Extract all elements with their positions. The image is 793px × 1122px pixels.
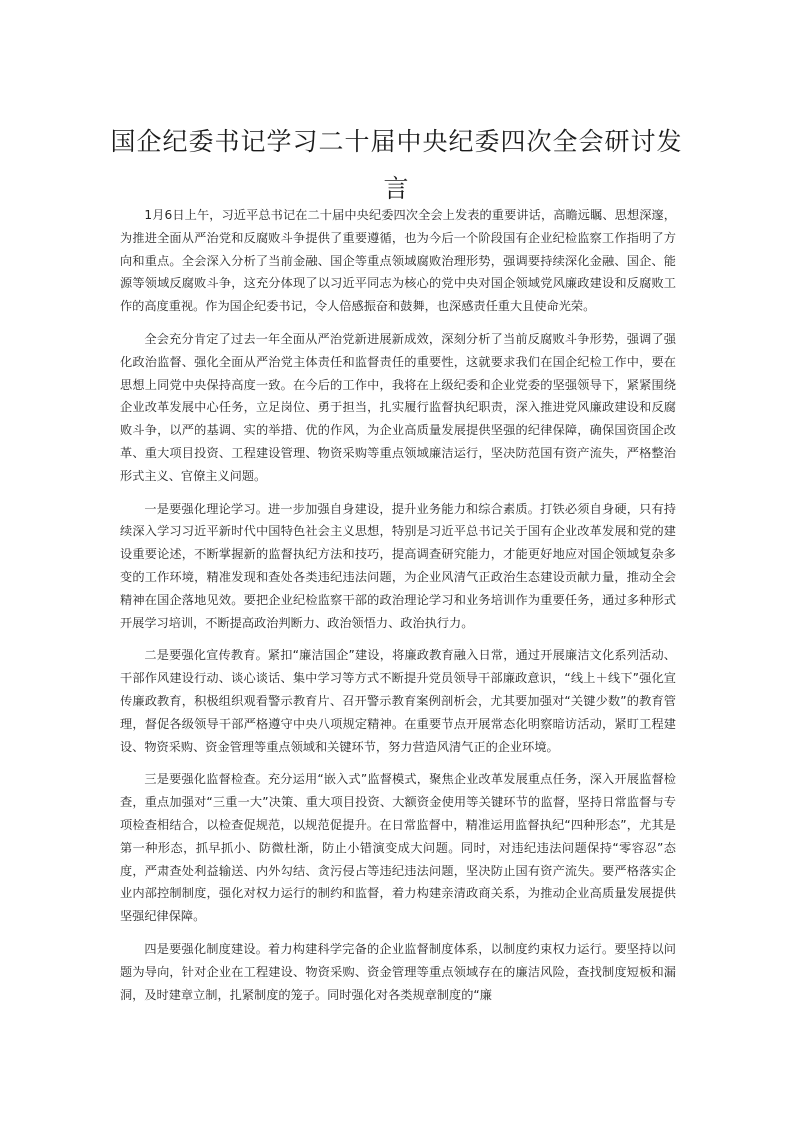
- paragraph-2: 全会充分肯定了过去一年全面从严治党新进展新成效，深刻分析了当前反腐败斗争形势，强调了强化政治监督、强化全面从严治党主体责任和监督责任的重要性，这就要求我们在国企纪检工作中，要在思想上同党中央保持高度一致。在今后的工作中，我将在上级纪委和企业党委的坚强领导下，紧紧围绕企业改革发展中心任务，立足岗位、勇于担当，扎实履行监督执纪职责，深入推进党风廉政建设和反腐败斗争，以严的基调、实的举措、优的作风，为企业高质量发展提供坚强的纪律保障，确保国资国企改革、重大项目投资、工程建设管理、物资采购等重点领域廉洁运行，坚决防范国有资产流失，严格整治形式主义、官僚主义问题。: [120, 331, 676, 483]
- paragraph-6: 四是要强化制度建设。着力构建科学完备的企业监督制度体系，以制度约束权力运行。要坚持以问题为导向，针对企业在工程建设、物资采购、资金管理等重点领域存在的廉洁风险，查找制度短板和漏洞，及时建章立制，扎紧制度的笼子。同时强化对各类规章制度的“廉: [120, 941, 676, 1002]
- document-body: [120, 204, 676, 1016]
- paragraph-3: 一是要强化理论学习。进一步加强自身建设，提升业务能力和综合素质。打铁必须自身硬，只有持续深入学习习近平新时代中国特色社会主义思想，特别是习近平总书记关于国有企业改革发展和党的建设重要论述，不断掌握新的监督执纪方法和技巧，提高调查研究能力，才能更好地应对国企领域复杂多变的工作环境，精准发现和查处各类违纪违法问题，为企业风清气正政治生态建设贡献力量，推动全会精神在国企落地见效。要把企业纪检监察干部的政治理论学习和业务培训作为重要任务，通过多种形式开展学习培训，不断提高政治判断力、政治领悟力、政治执行力。: [120, 501, 676, 630]
- document-title: 国企纪委书记学习二十届中央纪委四次全会研讨发言: [110, 127, 683, 203]
- paragraph-5: 三是要强化监督检查。充分运用“嵌入式”监督模式，聚焦企业改革发展重点任务，深入开展监督检查，重点加强对“三重一大”决策、重大项目投资、大额资金使用等关键环节的监督，坚持日常监督与专项检查相结合，以检查促规范，以规范促提升。在日常监督中，精准运用监督执纪“四种形态”，尤其是第一种形态，抓早抓小、防微杜渐，防止小错演变成大问题。同时，对违纪违法问题保持“零容忍”态度，严肃查处利益输送、内外勾结、贪污侵占等违纪违法问题，坚决防止国有资产流失。要严格落实企业内部控制制度，强化对权力运行的制约和监督，着力构建亲清政商关系，为推动企业高质量发展提供坚强纪律保障。: [120, 772, 676, 924]
- paragraph-4: 二是要强化宣传教育。紧扣“廉洁国企”建设，将廉政教育融入日常，通过开展廉洁文化系列活动、干部作风建设行动、谈心谈话、集中学习等方式不断提升党员领导干部廉政意识，“线上＋线下”强化宣传廉政教育，积极组织观看警示教育片、召开警示教育案例剖析会，尤其要加强对“关键少数”的教育管理，督促各级领导干部严格遵守中央八项规定精神。在重要节点开展常态化明察暗访活动，紧盯工程建设、物资采购、资金管理等重点领域和关键环节，努力营造风清气正的企业环境。: [120, 648, 676, 754]
- paragraph-1: 1月6日上午，习近平总书记在二十届中央纪委四次全会上发表的重要讲话，高瞻远瞩、思想深邃，为推进全面从严治党和反腐败斗争提供了重要遵循，也为今后一个阶段国有企业纪检监察工作指明了方向和重点。全会深入分析了当前金融、国企等重点领域腐败治理形势，强调要持续深化金融、国企、能源等领域反腐败斗争，这充分体现了以习近平同志为核心的党中央对国企领域党风廉政建设和反腐败工作的高度重视。作为国企纪委书记，令人倍感振奋和鼓舞，也深感责任重大且使命光荣。: [120, 208, 676, 314]
